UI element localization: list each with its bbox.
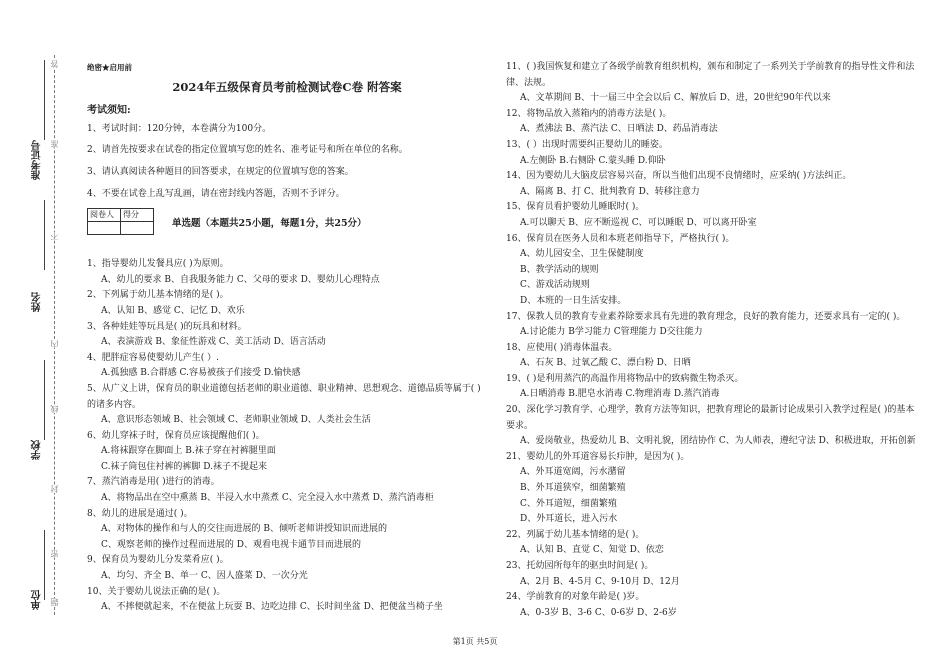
question-options: B、外耳道狭窄，细菌繁殖 (520, 483, 626, 494)
underline-school (44, 360, 45, 440)
question-stem: 15、保育员看护婴幼儿睡眠时( )。 (506, 202, 645, 213)
question-stem: 8、幼儿的进展是通过( )。 (87, 508, 193, 519)
seal-mark: 答 (50, 60, 59, 68)
binding-margin (0, 0, 70, 671)
question-stem: 10、关于婴幼儿说法正确的是( )。 (87, 586, 226, 597)
question-options: A、意识形态领域 B、社会领域 C、老师职业领域 D、人类社会生活 (101, 415, 371, 426)
question-options: A.讨论能力 B学习能力 C管理能力 D交往能力 (520, 327, 703, 338)
seal-mark: 封 (50, 485, 59, 493)
question-options: A.日晒消毒 B.肥皂水消毒 C.物理消毒 D.蒸汽消毒 (520, 389, 720, 400)
question-options: A、对物体的操作和与人的交往而进展的 B、倾听老师讲授知识而进展的 (101, 524, 387, 535)
question-options: A、表演游戏 B、象征性游戏 C、美工活动 D、语言活动 (101, 337, 326, 348)
question-options: A、文革期间 B、十一届三中全会以后 C、解放后 D、进，20世纪90年代以来 (520, 93, 831, 104)
label-school: 学校 (32, 440, 43, 460)
question-options: A、认知 B、直觉 C、知觉 D、依恋 (520, 545, 664, 556)
notice-item: 4、不要在试卷上乱写乱画，请在密封线内答题，否则不予评分。 (87, 188, 345, 199)
question-options: C、游戏活动规则 (520, 280, 590, 291)
seal-mark: 准 (50, 140, 59, 148)
seal-mark: 不 (50, 232, 59, 240)
score-cell-grader: 阅卷人 (88, 209, 121, 222)
question-stem: 2、下列属于幼儿基本情绪的是( )。 (87, 290, 229, 301)
question-options: A、石灰 B、过氧乙酸 C、漂白粉 D、日晒 (520, 358, 691, 369)
question-stem: 6、幼儿穿袜子时，保育员应该提醒他们( )。 (87, 430, 265, 441)
page-title: 2024年五级保育员考前检测试卷C卷 附答案 (172, 79, 402, 94)
question-stem: 9、保育员为婴幼儿分发菜肴应( )。 (87, 555, 229, 566)
question-list-left (87, 257, 487, 616)
question-stem: 1、指导婴幼儿发餐具应( )为原则。 (87, 259, 229, 270)
question-options: A.可以聊天 B、应不断巡视 C、可以睡眠 D、可以离开卧室 (520, 217, 757, 228)
score-cell-score: 得分 (121, 209, 154, 222)
seal-mark: 题 (50, 598, 59, 606)
score-area (87, 208, 487, 235)
left-column (87, 60, 487, 616)
underline-name (44, 200, 45, 270)
question-options: C、外耳道短，细菌繁殖 (520, 498, 617, 509)
question-stem: 14、因为婴幼儿大脑皮层容易兴奋，所以当他们出现不良情绪时，应采纳( )方法纠正。 (506, 171, 852, 182)
score-cell-blank[interactable] (88, 222, 121, 235)
question-stem: 3、各种娃娃等玩具是( )的玩具和材料。 (87, 321, 247, 332)
question-stem: 24、学前教育的对象年龄是( )岁。 (506, 592, 645, 603)
question-stem: 16、保育员在医务人员和本班老师指导下，严格执行( )。 (506, 233, 735, 244)
question-options: A、幼儿的要求 B、自我服务能力 C、父母的要求 D、婴幼儿心理特点 (101, 274, 380, 285)
question-list-right (506, 60, 918, 621)
notice-heading: 考试须知: (87, 105, 131, 117)
question-stem: 18、应使用( )消毒体温表。 (506, 342, 618, 353)
question-options: A、0-3岁 B、3-6 C、0-6岁 D、2-6岁 (520, 607, 677, 618)
notice-item: 1、考试时间：120分钟，本卷满分为100分。 (87, 123, 272, 134)
secret-label: 绝密★启用前 (87, 63, 132, 72)
question-options: C、观察老师的操作过程而进展的 D、观看电视卡通节目而进展的 (101, 539, 361, 550)
question-options: A.将袜跟穿在脚面上 B.袜子穿在衬裤腿里面 (101, 446, 276, 457)
notice-item: 3、请认真阅读各种题目的回答要求，在规定的位置填写您的答案。 (87, 166, 354, 177)
question-stem: 13、( ）出现时需要纠正婴幼儿的睡姿。 (506, 139, 668, 150)
question-options: A、隔离 B、打 C、批判教育 D、转移注意力 (520, 186, 700, 197)
underline-exam-number (44, 60, 45, 140)
question-options: A、2月 B、4-5月 C、9-10月 D、12月 (520, 576, 680, 587)
question-options: A、外耳道宽阔，污水潴留 (520, 467, 626, 478)
question-stem: 4、肥胖症容易使婴幼儿产生( ）. (87, 352, 219, 363)
question-stem: 12、将物品放入蒸箱内的消毒方法是( )。 (506, 108, 672, 119)
question-stem: 17、保教人员的教育专业素养除要求具有先进的教育理念，良好的教育能力，还要求具有一定的( )。 (506, 311, 906, 322)
score-cell-blank[interactable] (121, 222, 154, 235)
question-options: A、煮沸法 B、蒸汽法 C、日晒法 D、药品消毒法 (520, 124, 718, 135)
seal-mark: 线 (50, 405, 59, 413)
question-stem: 19、( )是利用蒸汽的高温作用将物品中的致病微生物杀灭。 (506, 373, 744, 384)
question-stem: 22、列属于幼儿基本情绪的是( )。 (506, 529, 645, 540)
seal-mark: 密 (50, 550, 59, 558)
question-options: A.孤独感 B.合群感 C.容易被孩子们接受 D.愉快感 (101, 368, 301, 379)
question-stem: 21、婴幼儿的外耳道容易长疖肿，是因为( )。 (506, 451, 690, 462)
section-heading: 单选题（本题共25小题，每题1分，共25分） (172, 218, 367, 230)
page-footer: 第1页 共5页 (452, 637, 498, 646)
question-options: A.左侧卧 B.右侧卧 C.蒙头睡 D.仰卧 (520, 155, 666, 166)
seal-mark: 内 (50, 340, 59, 348)
question-stem: 20、深化学习教育学、心理学，教育方法等知识，把教育理论的最新讨论成果引入教学过程是( )的基本要求。 (506, 405, 915, 431)
question-options: D、本班的一日生活安排。 (520, 295, 627, 306)
question-options: B、教学活动的规则 (520, 264, 599, 275)
question-options: A、将物品出在空中熏蒸 B、半浸入水中蒸煮 C、完全浸入水中蒸煮 D、蒸汽消毒柜 (101, 493, 434, 504)
question-stem: 5、从广义上讲，保育员的职业道德包括老师的职业道德、职业精神、思想观念、道德品质等属于( )的诸多内容。 (87, 383, 481, 410)
question-stem: 7、蒸汽消毒是用( )进行的消毒。 (87, 477, 220, 488)
label-unit: 单位 (32, 590, 43, 610)
question-options: A、认知 B、感觉 C、记忆 D、欢乐 (101, 305, 245, 316)
question-options: A、均匀、齐全 B、单一 C、因人盛菜 D、一次分光 (101, 571, 308, 582)
question-options: A、不摔便就起来，不在便盆上玩耍 B、边吃边排 C、长时间坐盆 D、把便盆当椅子坐 (101, 602, 443, 613)
underline-unit (44, 530, 45, 600)
question-options: A、幼儿园安全、卫生保健制度 (520, 249, 644, 260)
question-options: C.袜子筒包住衬裤的裤脚 D.袜子不提起来 (101, 461, 268, 472)
notice-item: 2、请首先按要求在试卷的指定位置填写您的姓名、准考证号和所在单位的名称。 (87, 145, 408, 156)
question-stem: 23、托幼园所每年的驱虫时间是( )。 (506, 561, 654, 571)
question-options: A、爱岗敬业，热爱幼儿 B、文明礼貌，团结协作 C、为人师表，遵纪守法 D、积极进取，开拓创新 (520, 436, 916, 447)
question-stem: 11、( )我国恢复和建立了各级学前教育组织机构，颁布和制定了一系列关于学前教育的指导性文件和法律、法规。 (506, 62, 915, 88)
question-options: D、外耳道长，进入污水 (520, 514, 618, 525)
label-name: 姓名 (32, 292, 43, 312)
score-table (87, 208, 154, 235)
seal-line (54, 55, 55, 615)
right-column (506, 60, 918, 621)
label-exam-number: 准考证号 (32, 140, 43, 180)
